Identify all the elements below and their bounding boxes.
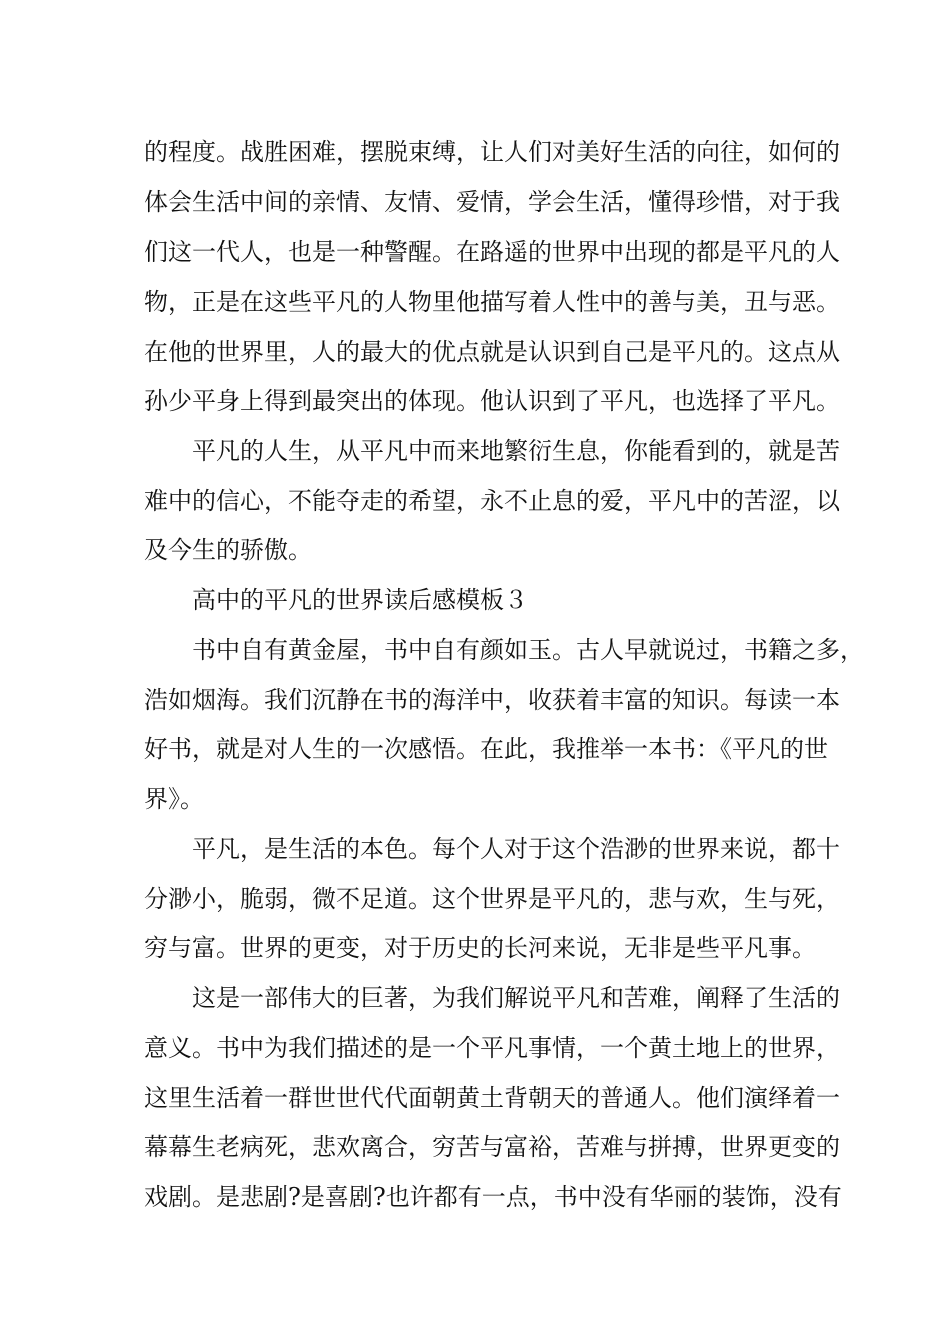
text-line-21: 幕幕生老病死，悲欢离合，穷苦与富裕，苦难与拼搏，世界更变的 xyxy=(144,1133,840,1161)
text-line-13: 好书，就是对人生的一次感悟。在此，我推举一本书：《平凡的世 xyxy=(144,735,828,763)
text-line-9: 及今生的骄傲。 xyxy=(144,536,312,564)
text-line-12: 浩如烟海。我们沉静在书的海洋中，收获着丰富的知识。每读一本 xyxy=(144,686,840,714)
text-line-8: 难中的信心，不能夺走的希望，永不止息的爱，平凡中的苦涩，以 xyxy=(144,487,840,515)
text-line-14: 界》。 xyxy=(144,785,204,813)
text-line-6: 孙少平身上得到最突出的体现。他认识到了平凡，也选择了平凡。 xyxy=(144,387,840,415)
text-line-2: 体会生活中间的亲情、友情、爱情，学会生活，懂得珍惜，对于我 xyxy=(144,188,840,216)
paragraph-indent-line-11: 书中自有黄金屋，书中自有颜如玉。古人早就说过，书籍之多， xyxy=(192,636,864,664)
text-line-4: 物，正是在这些平凡的人物里他描写着人性中的善与美，丑与恶。 xyxy=(144,288,840,316)
paragraph-indent-line-15: 平凡，是生活的本色。每个人对于这个浩渺的世界来说，都十 xyxy=(192,835,840,863)
text-line-22: 戏剧。是悲剧?是喜剧?也许都有一点，书中没有华丽的装饰，没有 xyxy=(144,1183,842,1211)
section-heading: 高中的平凡的世界读后感模板３ xyxy=(192,586,528,614)
text-line-5: 在他的世界里，人的最大的优点就是认识到自己是平凡的。这点从 xyxy=(144,338,840,366)
paragraph-indent-line-18: 这是一部伟大的巨著，为我们解说平凡和苦难，阐释了生活的 xyxy=(192,984,840,1012)
paragraph-indent-line-7: 平凡的人生，从平凡中而来地繁衍生息，你能看到的，就是苦 xyxy=(192,437,840,465)
text-line-1: 的程度。战胜困难，摆脱束缚，让人们对美好生活的向往，如何的 xyxy=(144,138,840,166)
text-line-16: 分渺小，脆弱，微不足道。这个世界是平凡的，悲与欢，生与死， xyxy=(144,885,840,913)
text-line-19: 意义。书中为我们描述的是一个平凡事情，一个黄土地上的世界， xyxy=(144,1034,840,1062)
text-line-17: 穷与富。世界的更变，对于历史的长河来说，无非是些平凡事。 xyxy=(144,934,816,962)
text-line-20: 这里生活着一群世世代代面朝黄土背朝天的普通人。他们演绎着一 xyxy=(144,1084,840,1112)
text-line-3: 们这一代人，也是一种警醒。在路遥的世界中出现的都是平凡的人 xyxy=(144,238,840,266)
